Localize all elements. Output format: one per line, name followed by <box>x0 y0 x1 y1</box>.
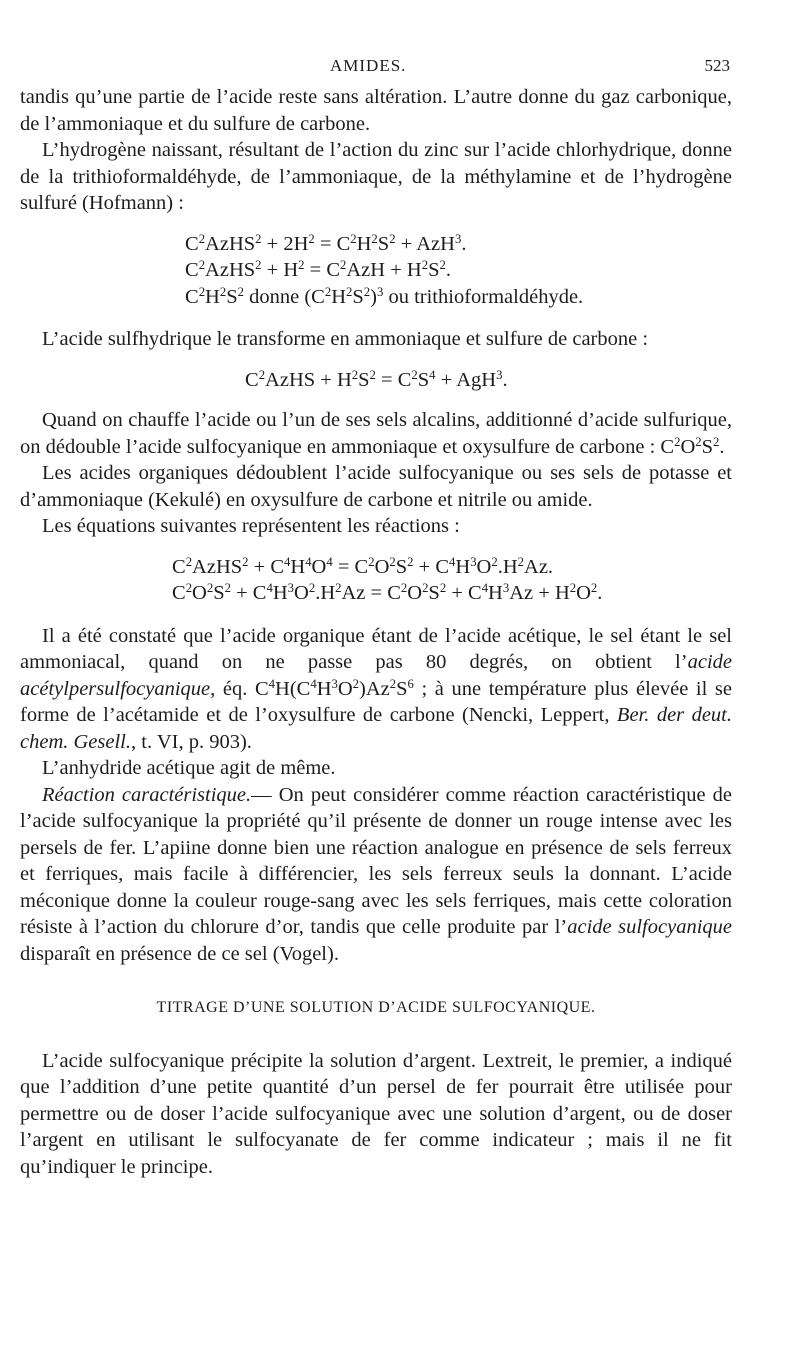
page-number: 523 <box>704 56 730 75</box>
running-title: AMIDES. <box>330 56 407 75</box>
paragraph-reaction-caracteristique: Réaction caractéristique.— On peut considérer comme réaction caractéristique de l’acide sulfocyanique la propriété qu’il présente de donner un rouge intense avec les persels de fer. L’apiine donne bien une réaction analogue en présence de sels ferreux et ferriques, mais facile à différencier, les sels ferreux seuls la donnant. L’acide méconique donne la couleur rouge-sang avec les sels ferriques, mais cette coloration résiste à l’action du chlorure d’or, tandis que celle produite par l’acide sulfocyanique disparaît en présence de ce sel (Vogel). <box>20 783 732 965</box>
paragraph-chauffe: Quand on chauffe l’acide ou l’un de ses sels alcalins, additionné d’acide sulfurique, on dédouble l’acide sulfocyanique en ammoniaque et oxysulfure de carbone : $C^2O^2S^2$. <box>20 409 732 458</box>
equation-6: $C^2O^2S^2 + C^4H^3O^2.H^2Az = C^2O^2S^2 + C^4H^3Az + H^2O^2$. <box>172 581 603 604</box>
paragraph-titrage: L’acide sulfocyanique précipite la solution d’argent. Lextreit, le premier, a indiqué que l’addition d’une petite quantité d’un persel de fer pourrait être utilisée pour permettre ou de doser l’acide sulfocyanique avec une solution d’argent, ou de doser l’argent en utilisant le sulfocyanate de fer comme indicateur ; mais il ne fit qu’indiquer le principe. <box>20 1049 732 1178</box>
equation-3: $C^2H^2S^2$ donne $(C^2H^2S^2)^3$ ou trithioformaldéhyde. <box>185 284 584 308</box>
page-body <box>20 84 732 1180</box>
paragraph-hydrogene: L’hydrogène naissant, résultant de l’action du zinc sur l’acide chlorhydrique, donne de la trithioformaldéhyde, de l’ammoniaque, de la méthylamine et de l’hydrogène sulfuré (Hofmann) : <box>20 139 732 214</box>
paragraph-continuation: tandis qu’une partie de l’acide reste sans altération. L’autre donne du gaz carbonique, de l’ammoniaque et du sulfure de carbone. <box>20 86 732 135</box>
equation-4: $C^2AzHS + H^2S^2 = C^2S^4 + AgH^3$. <box>245 367 508 391</box>
paragraph-acide-acetique: Il a été constaté que l’acide organique étant de l’acide acétique, le sel étant le sel ammoniacal, quand on ne passe pas 80 degrés, on obtient l’acide acétylpersulfocyanique, éq. $C^4H(C^4H^3O^2)Az^2S^6$ ; à une température plus élevée il se forme de l’acétamide et de l’oxysulfure de carbone (Nencki, Leppert, Ber. der deut. chem. Gesell., t. VI, p. 903). <box>20 624 733 753</box>
paragraph-sulfhydrique: L’acide sulfhydrique le transforme en ammoniaque et sulfure de carbone : <box>42 328 649 350</box>
section-heading: TITRAGE D’UNE SOLUTION D’ACIDE SULFOCYANIQUE. <box>156 999 596 1016</box>
paragraph-acides-organiques: Les acides organiques dédoublent l’acide sulfocyanique ou ses sels de potasse et d’ammoniaque (Kekulé) en oxysulfure de carbone et nitrile ou amide. <box>20 462 732 511</box>
paragraph-equations-intro: Les équations suivantes représentent les réactions : <box>42 515 460 537</box>
running-header <box>0 56 800 82</box>
equation-1: $C^2AzHS^2 + 2H^2 = C^2H^2S^2 + AzH^3$. <box>185 231 467 255</box>
paragraph-anhydride: L’anhydride acétique agit de même. <box>42 757 336 779</box>
equation-2: $C^2AzHS^2 + H^2 = C^2AzH + H^2S^2$. <box>185 258 451 281</box>
equation-5: $C^2AzHS^2 + C^4H^4O^4 = C^2O^2S^2 + C^4H^3O^2.H^2Az$. <box>172 554 554 578</box>
